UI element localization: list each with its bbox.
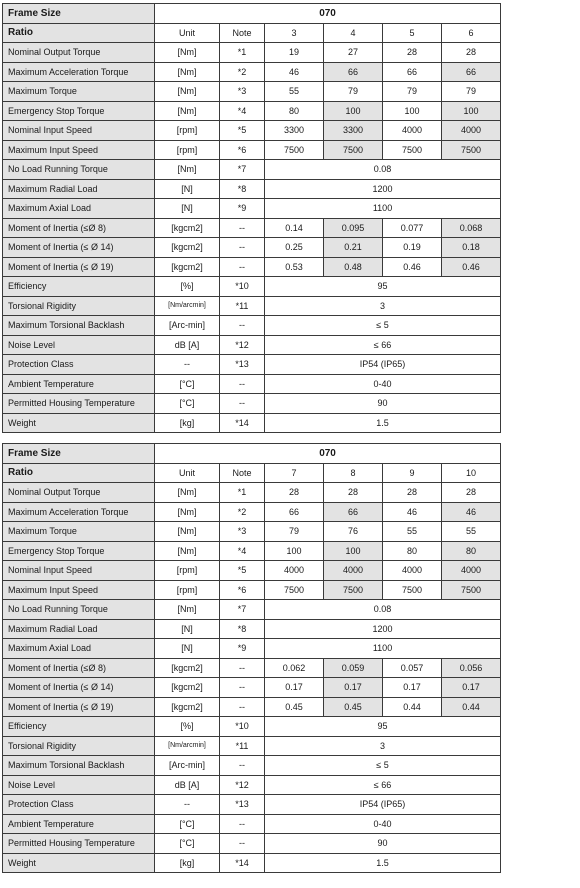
value-cell: 66 [324, 62, 383, 82]
value-cell: 100 [324, 541, 383, 561]
spec-row [3, 277, 501, 297]
row-label: Maximum Acceleration Torque [3, 502, 155, 522]
value-cell: 4000 [383, 121, 442, 141]
value-cell: 66 [383, 62, 442, 82]
row-label: Protection Class [3, 795, 155, 815]
row-note: *1 [220, 43, 265, 63]
row-unit: [Nm] [155, 522, 220, 542]
ratio-value: 5 [383, 23, 442, 43]
row-label: Emergency Stop Torque [3, 541, 155, 561]
row-unit: [Nm] [155, 101, 220, 121]
spec-row [3, 413, 501, 433]
value-cell: 27 [324, 43, 383, 63]
value-cell: 28 [442, 483, 501, 503]
value-cell: 0.53 [265, 257, 324, 277]
row-unit: -- [155, 795, 220, 815]
row-unit: [Arc-min] [155, 316, 220, 336]
value-cell: 46 [442, 502, 501, 522]
row-note: *1 [220, 483, 265, 503]
value-cell: 28 [324, 483, 383, 503]
ratio-value: 6 [442, 23, 501, 43]
row-label: Maximum Axial Load [3, 639, 155, 659]
row-note: -- [220, 238, 265, 258]
row-note: *2 [220, 502, 265, 522]
value-cell: 0.21 [324, 238, 383, 258]
shared-value-cell: 1.5 [265, 413, 501, 433]
spec-row [3, 658, 501, 678]
row-label: Moment of Inertia (≤ Ø 19) [3, 697, 155, 717]
value-cell: 7500 [265, 140, 324, 160]
row-label: Weight [3, 413, 155, 433]
row-unit: [°C] [155, 814, 220, 834]
row-unit: [N] [155, 199, 220, 219]
row-unit: [Nm] [155, 160, 220, 180]
value-cell: 4000 [383, 561, 442, 581]
row-label: Maximum Axial Load [3, 199, 155, 219]
shared-value-cell: 1100 [265, 639, 501, 659]
value-cell: 7500 [442, 580, 501, 600]
row-note: *3 [220, 82, 265, 102]
row-unit: [N] [155, 179, 220, 199]
row-unit: [kgcm2] [155, 218, 220, 238]
row-note: -- [220, 658, 265, 678]
spec-row [3, 541, 501, 561]
row-note: *13 [220, 355, 265, 375]
spec-row [3, 82, 501, 102]
row-label: Moment of Inertia (≤ Ø 19) [3, 257, 155, 277]
spec-row [3, 580, 501, 600]
frame-size-label: Frame Size [3, 4, 155, 24]
value-cell: 4000 [442, 121, 501, 141]
row-label: Permitted Housing Temperature [3, 834, 155, 854]
spec-row [3, 834, 501, 854]
frame-size-row [3, 4, 501, 24]
value-cell: 66 [265, 502, 324, 522]
row-label: Maximum Radial Load [3, 619, 155, 639]
value-cell: 0.45 [265, 697, 324, 717]
spec-row [3, 101, 501, 121]
row-note: -- [220, 257, 265, 277]
row-note: *14 [220, 853, 265, 873]
row-unit: [rpm] [155, 121, 220, 141]
spec-row [3, 814, 501, 834]
row-label: Maximum Torque [3, 82, 155, 102]
value-cell: 0.19 [383, 238, 442, 258]
row-unit: [Nm] [155, 62, 220, 82]
value-cell: 100 [324, 101, 383, 121]
row-label: Torsional Rigidity [3, 736, 155, 756]
value-cell: 79 [265, 522, 324, 542]
row-label: Weight [3, 853, 155, 873]
frame-size-value: 070 [155, 444, 501, 464]
row-label: Nominal Output Torque [3, 483, 155, 503]
row-label: Moment of Inertia (≤Ø 8) [3, 218, 155, 238]
row-note: *7 [220, 160, 265, 180]
spec-row [3, 43, 501, 63]
value-cell: 7500 [324, 580, 383, 600]
ratio-label: Ratio [3, 463, 155, 483]
value-cell: 0.25 [265, 238, 324, 258]
ratio-value: 10 [442, 463, 501, 483]
value-cell: 4000 [324, 561, 383, 581]
row-note: *4 [220, 541, 265, 561]
row-label: Moment of Inertia (≤ Ø 14) [3, 678, 155, 698]
frame-size-row [3, 444, 501, 464]
row-note: *10 [220, 277, 265, 297]
shared-value-cell: 0-40 [265, 814, 501, 834]
row-unit: [N] [155, 619, 220, 639]
row-note: -- [220, 756, 265, 776]
shared-value-cell: ≤ 5 [265, 316, 501, 336]
row-label: Nominal Input Speed [3, 561, 155, 581]
spec-row [3, 678, 501, 698]
shared-value-cell: IP54 (IP65) [265, 355, 501, 375]
note-header: Note [220, 463, 265, 483]
row-unit: [Nm] [155, 600, 220, 620]
row-note: *3 [220, 522, 265, 542]
row-unit: dB [A] [155, 775, 220, 795]
value-cell: 66 [324, 502, 383, 522]
value-cell: 28 [383, 483, 442, 503]
row-unit: [rpm] [155, 140, 220, 160]
spec-row [3, 736, 501, 756]
value-cell: 0.48 [324, 257, 383, 277]
shared-value-cell: 0.08 [265, 600, 501, 620]
row-note: -- [220, 394, 265, 414]
row-unit: [rpm] [155, 580, 220, 600]
shared-value-cell: 95 [265, 717, 501, 737]
shared-value-cell: 0-40 [265, 374, 501, 394]
spec-row [3, 522, 501, 542]
row-note: *5 [220, 561, 265, 581]
spec-table-ratios-3-6 [2, 3, 501, 433]
row-unit: [Nm/arcmin] [155, 296, 220, 316]
value-cell: 7500 [383, 140, 442, 160]
value-cell: 100 [442, 101, 501, 121]
spec-row [3, 600, 501, 620]
unit-header: Unit [155, 23, 220, 43]
frame-size-label: Frame Size [3, 444, 155, 464]
row-label: Ambient Temperature [3, 374, 155, 394]
spec-row [3, 756, 501, 776]
unit-header: Unit [155, 463, 220, 483]
spec-row [3, 62, 501, 82]
spec-row [3, 316, 501, 336]
value-cell: 0.45 [324, 697, 383, 717]
row-unit: [Nm/arcmin] [155, 736, 220, 756]
value-cell: 0.44 [383, 697, 442, 717]
ratio-value: 9 [383, 463, 442, 483]
value-cell: 19 [265, 43, 324, 63]
value-cell: 0.18 [442, 238, 501, 258]
value-cell: 0.17 [324, 678, 383, 698]
row-note: *12 [220, 775, 265, 795]
row-label: Emergency Stop Torque [3, 101, 155, 121]
row-unit: -- [155, 355, 220, 375]
row-label: Maximum Acceleration Torque [3, 62, 155, 82]
row-unit: [%] [155, 277, 220, 297]
row-note: *12 [220, 335, 265, 355]
row-unit: [Arc-min] [155, 756, 220, 776]
value-cell: 0.46 [383, 257, 442, 277]
row-label: Maximum Radial Load [3, 179, 155, 199]
row-note: *5 [220, 121, 265, 141]
row-note: -- [220, 218, 265, 238]
spec-row [3, 697, 501, 717]
spec-row [3, 795, 501, 815]
row-unit: [°C] [155, 834, 220, 854]
value-cell: 0.059 [324, 658, 383, 678]
value-cell: 3300 [324, 121, 383, 141]
shared-value-cell: 90 [265, 394, 501, 414]
value-cell: 0.46 [442, 257, 501, 277]
row-unit: [kg] [155, 413, 220, 433]
row-label: Permitted Housing Temperature [3, 394, 155, 414]
spec-row [3, 561, 501, 581]
shared-value-cell: 1100 [265, 199, 501, 219]
row-label: Noise Level [3, 335, 155, 355]
value-cell: 0.077 [383, 218, 442, 238]
note-header: Note [220, 23, 265, 43]
row-label: No Load Running Torque [3, 600, 155, 620]
ratio-header-row [3, 463, 501, 483]
row-label: Nominal Output Torque [3, 43, 155, 63]
spec-row [3, 257, 501, 277]
value-cell: 0.068 [442, 218, 501, 238]
row-label: Torsional Rigidity [3, 296, 155, 316]
spec-row [3, 355, 501, 375]
row-label: Maximum Torque [3, 522, 155, 542]
shared-value-cell: ≤ 66 [265, 775, 501, 795]
value-cell: 4000 [265, 561, 324, 581]
value-cell: 55 [383, 522, 442, 542]
row-unit: [kg] [155, 853, 220, 873]
value-cell: 76 [324, 522, 383, 542]
row-note: *11 [220, 296, 265, 316]
row-note: *9 [220, 199, 265, 219]
row-unit: [kgcm2] [155, 658, 220, 678]
value-cell: 79 [442, 82, 501, 102]
ratio-value: 3 [265, 23, 324, 43]
value-cell: 0.14 [265, 218, 324, 238]
shared-value-cell: 0.08 [265, 160, 501, 180]
shared-value-cell: 95 [265, 277, 501, 297]
value-cell: 80 [442, 541, 501, 561]
spec-row [3, 238, 501, 258]
value-cell: 0.17 [265, 678, 324, 698]
row-note: *8 [220, 179, 265, 199]
row-label: Nominal Input Speed [3, 121, 155, 141]
frame-size-value: 070 [155, 4, 501, 24]
row-label: Maximum Input Speed [3, 140, 155, 160]
shared-value-cell: 3 [265, 296, 501, 316]
row-unit: [Nm] [155, 483, 220, 503]
spec-row [3, 639, 501, 659]
row-unit: [°C] [155, 374, 220, 394]
value-cell: 80 [383, 541, 442, 561]
row-note: *6 [220, 580, 265, 600]
row-label: Moment of Inertia (≤Ø 8) [3, 658, 155, 678]
row-note: *10 [220, 717, 265, 737]
row-label: Efficiency [3, 717, 155, 737]
row-unit: [%] [155, 717, 220, 737]
value-cell: 0.17 [383, 678, 442, 698]
row-unit: [kgcm2] [155, 238, 220, 258]
row-label: Maximum Torsional Backlash [3, 756, 155, 776]
spec-row [3, 374, 501, 394]
row-note: *9 [220, 639, 265, 659]
row-note: -- [220, 697, 265, 717]
row-unit: [Nm] [155, 502, 220, 522]
ratio-header-row [3, 23, 501, 43]
row-unit: [°C] [155, 394, 220, 414]
spec-row [3, 853, 501, 873]
value-cell: 79 [324, 82, 383, 102]
ratio-value: 4 [324, 23, 383, 43]
value-cell: 7500 [324, 140, 383, 160]
row-unit: [Nm] [155, 541, 220, 561]
value-cell: 79 [383, 82, 442, 102]
ratio-value: 8 [324, 463, 383, 483]
row-note: *13 [220, 795, 265, 815]
shared-value-cell: 90 [265, 834, 501, 854]
spec-row [3, 199, 501, 219]
row-unit: [Nm] [155, 82, 220, 102]
row-unit: [kgcm2] [155, 678, 220, 698]
value-cell: 7500 [265, 580, 324, 600]
spec-row [3, 619, 501, 639]
value-cell: 46 [265, 62, 324, 82]
value-cell: 46 [383, 502, 442, 522]
spec-row [3, 502, 501, 522]
row-note: *14 [220, 413, 265, 433]
shared-value-cell: 3 [265, 736, 501, 756]
spec-row [3, 335, 501, 355]
value-cell: 28 [265, 483, 324, 503]
spec-table-ratios-7-10 [2, 443, 501, 873]
row-label: Ambient Temperature [3, 814, 155, 834]
value-cell: 100 [383, 101, 442, 121]
value-cell: 66 [442, 62, 501, 82]
row-note: *11 [220, 736, 265, 756]
spec-row [3, 483, 501, 503]
value-cell: 28 [442, 43, 501, 63]
row-note: -- [220, 814, 265, 834]
ratio-label: Ratio [3, 23, 155, 43]
row-unit: [N] [155, 639, 220, 659]
row-unit: [kgcm2] [155, 697, 220, 717]
value-cell: 7500 [442, 140, 501, 160]
spec-row [3, 218, 501, 238]
row-unit: dB [A] [155, 335, 220, 355]
value-cell: 28 [383, 43, 442, 63]
row-note: -- [220, 316, 265, 336]
row-note: *7 [220, 600, 265, 620]
row-label: Maximum Input Speed [3, 580, 155, 600]
value-cell: 7500 [383, 580, 442, 600]
row-note: -- [220, 678, 265, 698]
value-cell: 0.062 [265, 658, 324, 678]
value-cell: 0.17 [442, 678, 501, 698]
shared-value-cell: IP54 (IP65) [265, 795, 501, 815]
value-cell: 0.057 [383, 658, 442, 678]
row-note: -- [220, 834, 265, 854]
shared-value-cell: 1200 [265, 179, 501, 199]
row-unit: [kgcm2] [155, 257, 220, 277]
row-note: *6 [220, 140, 265, 160]
value-cell: 0.056 [442, 658, 501, 678]
row-label: Noise Level [3, 775, 155, 795]
value-cell: 0.44 [442, 697, 501, 717]
spec-row [3, 717, 501, 737]
ratio-value: 7 [265, 463, 324, 483]
row-note: *4 [220, 101, 265, 121]
shared-value-cell: ≤ 5 [265, 756, 501, 776]
row-label: Protection Class [3, 355, 155, 375]
row-label: Moment of Inertia (≤ Ø 14) [3, 238, 155, 258]
shared-value-cell: 1.5 [265, 853, 501, 873]
spec-row [3, 140, 501, 160]
row-note: *8 [220, 619, 265, 639]
value-cell: 80 [265, 101, 324, 121]
value-cell: 55 [265, 82, 324, 102]
value-cell: 100 [265, 541, 324, 561]
row-unit: [rpm] [155, 561, 220, 581]
value-cell: 4000 [442, 561, 501, 581]
row-note: -- [220, 374, 265, 394]
shared-value-cell: 1200 [265, 619, 501, 639]
row-note: *2 [220, 62, 265, 82]
spec-row [3, 121, 501, 141]
spec-row [3, 296, 501, 316]
spec-row [3, 394, 501, 414]
shared-value-cell: ≤ 66 [265, 335, 501, 355]
spec-row [3, 775, 501, 795]
value-cell: 0.095 [324, 218, 383, 238]
spec-row [3, 160, 501, 180]
row-label: Efficiency [3, 277, 155, 297]
row-label: Maximum Torsional Backlash [3, 316, 155, 336]
spec-row [3, 179, 501, 199]
value-cell: 3300 [265, 121, 324, 141]
value-cell: 55 [442, 522, 501, 542]
row-unit: [Nm] [155, 43, 220, 63]
row-label: No Load Running Torque [3, 160, 155, 180]
